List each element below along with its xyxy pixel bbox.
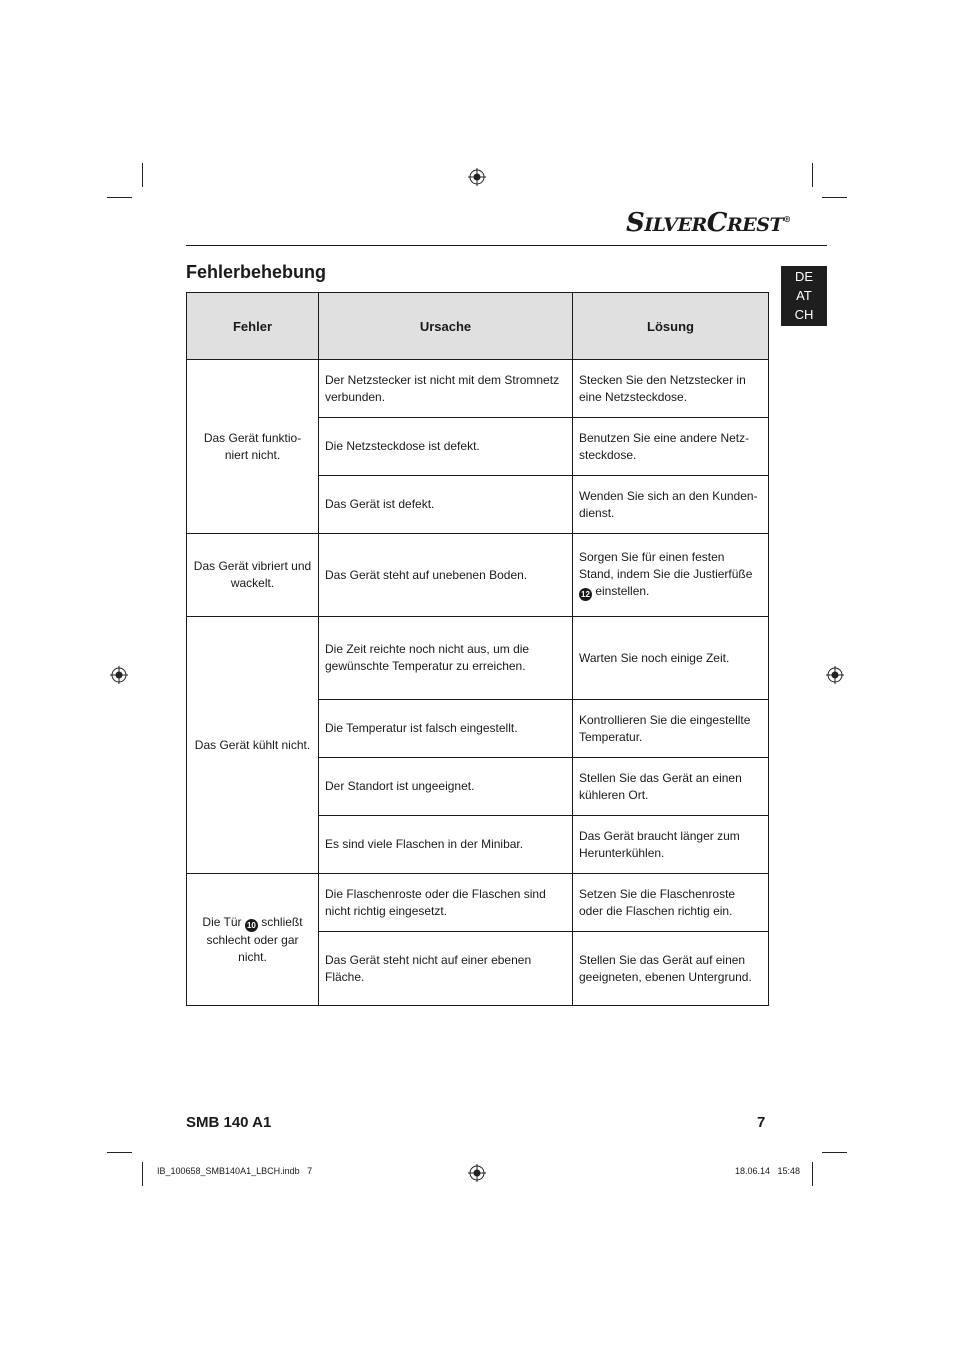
troubleshooting-table xyxy=(186,292,769,1006)
header-loesung: Lösung xyxy=(573,293,769,360)
loesung-cell: Stellen Sie das Gerät an einen kühleren Ort. xyxy=(573,758,769,816)
loesung-cell: Stellen Sie das Gerät auf einen geeigneten, ebenen Untergrund. xyxy=(573,932,769,1006)
loesung-cell: Wenden Sie sich an den Kunden-dienst. xyxy=(573,476,769,534)
crop-mark xyxy=(142,1162,143,1186)
loesung-cell: Benutzen Sie eine andere Netz-steckdose. xyxy=(573,418,769,476)
crop-mark xyxy=(812,1162,813,1186)
ursache-cell: Das Gerät steht nicht auf einer ebenen Fläche. xyxy=(319,932,573,1006)
header-rule xyxy=(186,245,827,246)
fehler-cell: Das Gerät kühlt nicht. xyxy=(187,617,319,874)
ursache-cell: Die Flaschenroste oder die Flaschen sind nicht richtig eingesetzt. xyxy=(319,874,573,932)
ursache-cell: Das Gerät ist defekt. xyxy=(319,476,573,534)
fehler-text: schließt schlecht oder gar nicht. xyxy=(206,914,303,964)
crop-mark xyxy=(822,1152,847,1153)
slug-date: 18.06.14 15:48 xyxy=(735,1166,801,1176)
fehler-cell: Das Gerät funktio-niert nicht. xyxy=(187,360,319,534)
crop-mark xyxy=(107,197,132,198)
loesung-text: einstellen. xyxy=(595,584,650,598)
ursache-cell: Der Netzstecker ist nicht mit dem Stromnetz verbunden. xyxy=(319,360,573,418)
table-row xyxy=(187,874,769,932)
ursache-cell: Die Netzsteckdose ist defekt. xyxy=(319,418,573,476)
slug-file: IB_100658_SMB140A1_LBCH.indb 7 xyxy=(157,1166,313,1176)
loesung-cell xyxy=(573,534,769,617)
ursache-cell: Die Temperatur ist falsch eingestellt. xyxy=(319,700,573,758)
table-row xyxy=(187,534,769,617)
lang-ch: CH xyxy=(794,307,814,322)
crop-mark xyxy=(822,197,847,198)
table-header-row xyxy=(187,293,769,360)
ursache-cell: Das Gerät steht auf unebenen Boden. xyxy=(319,534,573,617)
page-title: Fehlerbehebung xyxy=(186,262,327,282)
fehler-cell: Das Gerät vibriert und wackelt. xyxy=(187,534,319,617)
table-row xyxy=(187,617,769,700)
fehler-cell xyxy=(187,874,319,1006)
table-row xyxy=(187,360,769,418)
registration-mark-icon xyxy=(468,1164,486,1182)
loesung-cell: Setzen Sie die Flaschenroste oder die Flaschen richtig ein. xyxy=(573,874,769,932)
crop-mark xyxy=(107,1152,132,1153)
page-number: 7 xyxy=(757,1114,766,1131)
footer-model: SMB 140 A1 xyxy=(186,1114,272,1131)
loesung-cell: Kontrollieren Sie die eingestellte Temperatur. xyxy=(573,700,769,758)
lang-de: DE xyxy=(794,269,814,284)
registration-mark-icon xyxy=(110,666,128,684)
reference-number-badge: 12 xyxy=(579,588,592,601)
loesung-cell: Stecken Sie den Netzstecker in eine Netzsteckdose. xyxy=(573,360,769,418)
header-ursache: Ursache xyxy=(319,293,573,360)
ursache-cell: Der Standort ist ungeeignet. xyxy=(319,758,573,816)
ursache-cell: Es sind viele Flaschen in der Minibar. xyxy=(319,816,573,874)
language-tab xyxy=(781,266,827,326)
header-fehler: Fehler xyxy=(187,293,319,360)
reference-number-badge: 10 xyxy=(245,919,258,932)
registration-mark-icon xyxy=(826,666,844,684)
crop-mark xyxy=(812,163,813,187)
fehler-text: Die Tür xyxy=(202,914,242,929)
loesung-cell: Warten Sie noch einige Zeit. xyxy=(573,617,769,700)
loesung-text: Sorgen Sie für einen festen Stand, indem Sie die Justierfüße xyxy=(579,550,753,581)
loesung-cell: Das Gerät braucht länger zum Herunterkühlen. xyxy=(573,816,769,874)
lang-at: AT xyxy=(796,288,812,303)
registration-mark-icon xyxy=(468,168,486,186)
ursache-cell: Die Zeit reichte noch nicht aus, um die gewünschte Temperatur zu erreichen. xyxy=(319,617,573,700)
silvercrest-logo: SILVERCREST® xyxy=(626,208,791,238)
crop-mark xyxy=(142,163,143,187)
